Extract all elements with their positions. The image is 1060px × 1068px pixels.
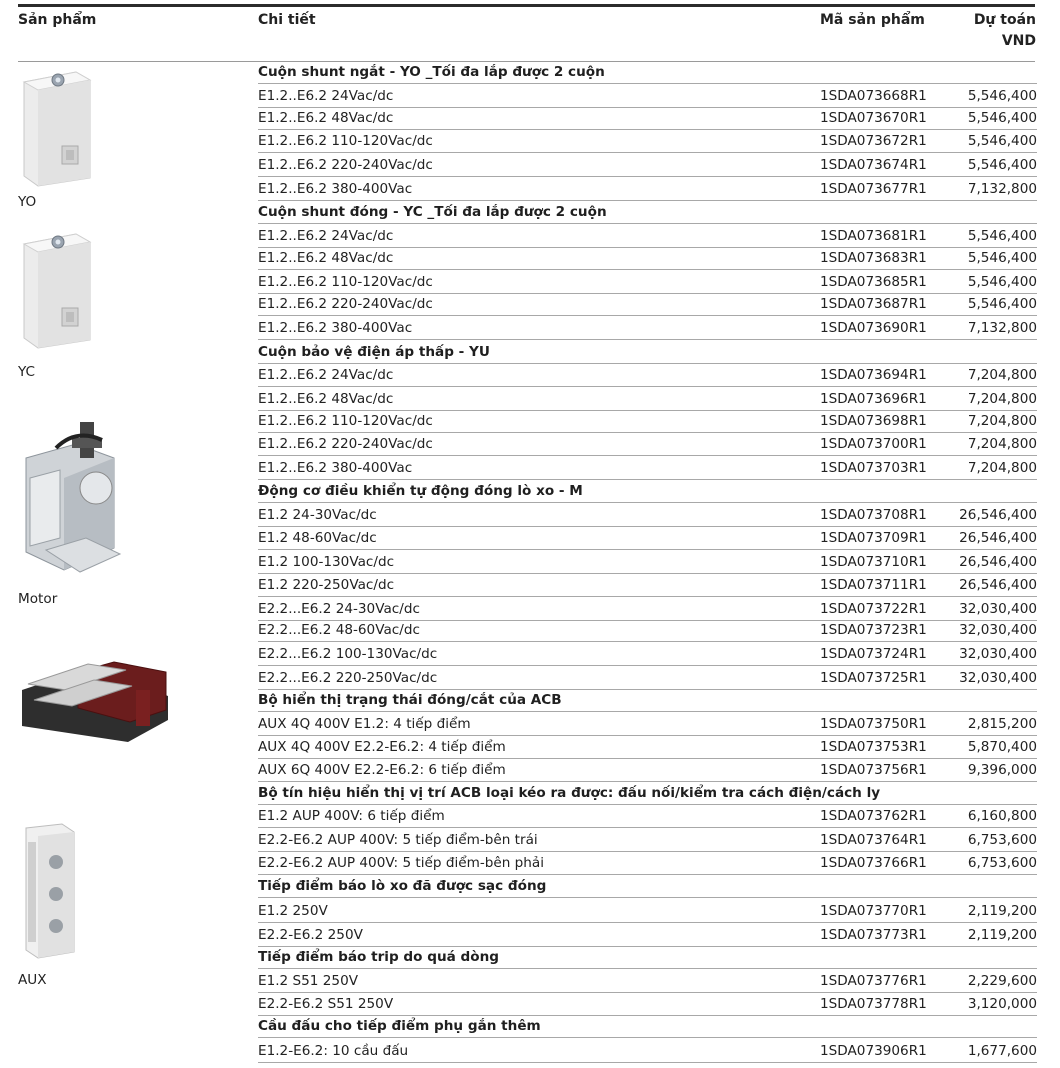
- row-divider: [258, 922, 1037, 923]
- row-divider: [258, 107, 1037, 108]
- price-cell: 5,870,400: [967, 739, 1037, 755]
- spring-motor-image: [16, 418, 140, 580]
- detail-cell: E1.2..E6.2 110-120Vac/dc: [258, 413, 433, 429]
- code-cell: 1SDA073724R1: [820, 646, 927, 662]
- shunt-coil-image: [18, 228, 96, 350]
- row-divider: [258, 455, 1037, 456]
- row-divider: [258, 968, 1037, 969]
- auxiliary-contact-image: [18, 822, 82, 960]
- row-divider: [258, 176, 1037, 177]
- code-cell: 1SDA073773R1: [820, 927, 927, 943]
- group-title: Cuộn shunt ngắt - YO _Tối đa lắp được 2 cuộn: [258, 64, 605, 80]
- detail-cell: E1.2..E6.2 220-240Vac/dc: [258, 296, 433, 312]
- row-divider: [258, 851, 1037, 852]
- row-divider: [258, 620, 1037, 621]
- code-cell: 1SDA073766R1: [820, 855, 927, 871]
- row-divider: [258, 386, 1037, 387]
- code-cell: 1SDA073685R1: [820, 274, 927, 290]
- header-code: Mã sản phẩm: [820, 12, 925, 28]
- group-title: Cuộn shunt đóng - YC _Tối đa lắp được 2 cuộn: [258, 204, 607, 220]
- price-cell: 32,030,400: [959, 622, 1037, 638]
- code-cell: 1SDA073674R1: [820, 157, 927, 173]
- row-divider: [258, 992, 1037, 993]
- row-divider: [258, 315, 1037, 316]
- row-divider: [258, 804, 1037, 805]
- group-title: Tiếp điểm báo lò xo đã được sạc đóng: [258, 878, 547, 894]
- row-divider: [258, 432, 1037, 433]
- code-cell: 1SDA073698R1: [820, 413, 927, 429]
- code-cell: 1SDA073710R1: [820, 554, 927, 570]
- price-cell: 26,546,400: [959, 577, 1037, 593]
- detail-cell: E2.2...E6.2 48-60Vac/dc: [258, 622, 420, 638]
- row-divider: [258, 247, 1037, 248]
- row-divider: [258, 689, 1037, 690]
- price-cell: 2,119,200: [967, 927, 1037, 943]
- row-divider: [258, 711, 1037, 712]
- price-cell: 2,229,600: [967, 973, 1037, 989]
- code-cell: 1SDA073709R1: [820, 530, 927, 546]
- detail-cell: AUX 4Q 400V E1.2: 4 tiếp điểm: [258, 716, 471, 732]
- detail-cell: E2.2...E6.2 100-130Vac/dc: [258, 646, 438, 662]
- price-cell: 9,396,000: [967, 762, 1037, 778]
- detail-cell: E1.2..E6.2 220-240Vac/dc: [258, 436, 433, 452]
- code-cell: 1SDA073723R1: [820, 622, 927, 638]
- detail-cell: E1.2 48-60Vac/dc: [258, 530, 377, 546]
- row-divider: [258, 758, 1037, 759]
- price-cell: 5,546,400: [967, 250, 1037, 266]
- product-label-motor: Motor: [18, 591, 58, 607]
- detail-cell: E1.2..E6.2 48Vac/dc: [258, 250, 394, 266]
- detail-cell: E1.2 100-130Vac/dc: [258, 554, 395, 570]
- price-cell: 32,030,400: [959, 646, 1037, 662]
- price-cell: 5,546,400: [967, 110, 1037, 126]
- shunt-coil-image: [18, 66, 96, 188]
- price-cell: 26,546,400: [959, 530, 1037, 546]
- price-cell: 5,546,400: [967, 88, 1037, 104]
- row-divider: [258, 665, 1037, 666]
- row-divider: [258, 1062, 1037, 1063]
- detail-cell: E1.2..E6.2 110-120Vac/dc: [258, 133, 433, 149]
- code-cell: 1SDA073711R1: [820, 577, 927, 593]
- detail-cell: E2.2-E6.2 S51 250V: [258, 996, 394, 1012]
- price-cell: 2,815,200: [967, 716, 1037, 732]
- row-divider: [258, 200, 1037, 201]
- price-cell: 5,546,400: [967, 157, 1037, 173]
- price-cell: 6,753,600: [967, 855, 1037, 871]
- row-divider: [258, 549, 1037, 550]
- row-divider: [258, 596, 1037, 597]
- price-cell: 5,546,400: [967, 274, 1037, 290]
- row-divider: [258, 269, 1037, 270]
- price-cell: 6,753,600: [967, 832, 1037, 848]
- price-cell: 5,546,400: [967, 228, 1037, 244]
- row-divider: [258, 152, 1037, 153]
- row-divider: [258, 946, 1037, 947]
- code-cell: 1SDA073778R1: [820, 996, 927, 1012]
- product-label-yo: YO: [18, 194, 37, 210]
- detail-cell: E2.2...E6.2 24-30Vac/dc: [258, 601, 420, 617]
- price-cell: 32,030,400: [959, 601, 1037, 617]
- price-cell: 7,132,800: [967, 181, 1037, 197]
- row-divider: [258, 827, 1037, 828]
- detail-cell: E1.2..E6.2 380-400Vac: [258, 460, 413, 476]
- code-cell: 1SDA073770R1: [820, 903, 927, 919]
- row-divider: [258, 897, 1037, 898]
- product-label-yc: YC: [18, 364, 36, 380]
- price-cell: 1,677,600: [967, 1043, 1037, 1059]
- detail-cell: E1.2 24-30Vac/dc: [258, 507, 377, 523]
- price-cell: 7,204,800: [967, 436, 1037, 452]
- detail-cell: E1.2..E6.2 48Vac/dc: [258, 110, 394, 126]
- price-cell: 32,030,400: [959, 670, 1037, 686]
- detail-cell: E1.2..E6.2 24Vac/dc: [258, 367, 394, 383]
- code-cell: 1SDA073670R1: [820, 110, 927, 126]
- group-title: Bộ tín hiệu hiển thị vị trí ACB loại kéo ra được: đấu nối/kiểm tra cách điện/cách ly: [258, 785, 881, 801]
- detail-cell: E1.2..E6.2 24Vac/dc: [258, 88, 394, 104]
- detail-cell: E1.2..E6.2 24Vac/dc: [258, 228, 394, 244]
- detail-cell: E2.2-E6.2 AUP 400V: 5 tiếp điểm-bên phải: [258, 855, 545, 871]
- group-title: Cầu đấu cho tiếp điểm phụ gắn thêm: [258, 1018, 541, 1034]
- code-cell: 1SDA073756R1: [820, 762, 927, 778]
- code-cell: 1SDA073708R1: [820, 507, 927, 523]
- detail-cell: E2.2-E6.2 AUP 400V: 5 tiếp điểm-bên trái: [258, 832, 538, 848]
- detail-cell: AUX 4Q 400V E2.2-E6.2: 4 tiếp điểm: [258, 739, 506, 755]
- detail-cell: E1.2 220-250Vac/dc: [258, 577, 395, 593]
- price-cell: 7,204,800: [967, 367, 1037, 383]
- price-cell: 7,204,800: [967, 391, 1037, 407]
- detail-cell: E1.2..E6.2 220-240Vac/dc: [258, 157, 433, 173]
- code-cell: 1SDA073683R1: [820, 250, 927, 266]
- price-cell: 6,160,800: [967, 808, 1037, 824]
- price-cell: 3,120,000: [967, 996, 1037, 1012]
- row-divider: [258, 83, 1037, 84]
- code-cell: 1SDA073750R1: [820, 716, 927, 732]
- detail-cell: E1.2..E6.2 380-400Vac: [258, 320, 413, 336]
- price-cell: 2,119,200: [967, 903, 1037, 919]
- header-product: Sản phẩm: [18, 12, 97, 28]
- header-price-unit: VND: [1001, 33, 1036, 49]
- top-rule: [18, 4, 1035, 7]
- row-divider: [258, 641, 1037, 642]
- group-title: Tiếp điểm báo trip do quá dòng: [258, 949, 500, 965]
- code-cell: 1SDA073687R1: [820, 296, 927, 312]
- row-divider: [258, 479, 1037, 480]
- row-divider: [258, 874, 1037, 875]
- header-divider: [18, 61, 1035, 62]
- row-divider: [258, 363, 1037, 364]
- detail-cell: E1.2..E6.2 48Vac/dc: [258, 391, 394, 407]
- row-divider: [258, 339, 1037, 340]
- price-cell: 26,546,400: [959, 507, 1037, 523]
- code-cell: 1SDA073703R1: [820, 460, 927, 476]
- header-price: Dự toán: [973, 12, 1036, 28]
- group-title: Cuộn bảo vệ điện áp thấp - YU: [258, 344, 490, 360]
- detail-cell: AUX 6Q 400V E2.2-E6.2: 6 tiếp điểm: [258, 762, 506, 778]
- code-cell: 1SDA073764R1: [820, 832, 927, 848]
- detail-cell: E1.2 AUP 400V: 6 tiếp điểm: [258, 808, 445, 824]
- row-divider: [258, 293, 1037, 294]
- price-cell: 7,204,800: [967, 413, 1037, 429]
- detail-cell: E1.2..E6.2 110-120Vac/dc: [258, 274, 433, 290]
- row-divider: [258, 1015, 1037, 1016]
- detail-cell: E1.2 250V: [258, 903, 328, 919]
- code-cell: 1SDA073677R1: [820, 181, 927, 197]
- product-label-aux: AUX: [18, 972, 47, 988]
- group-title: Động cơ điều khiển tự động đóng lò xo - M: [258, 483, 583, 499]
- detail-cell: E1.2 S51 250V: [258, 973, 359, 989]
- auxiliary-contact-image: [18, 650, 176, 746]
- header-detail: Chi tiết: [258, 12, 316, 28]
- row-divider: [258, 223, 1037, 224]
- row-divider: [258, 573, 1037, 574]
- code-cell: 1SDA073668R1: [820, 88, 927, 104]
- code-cell: 1SDA073690R1: [820, 320, 927, 336]
- row-divider: [258, 129, 1037, 130]
- code-cell: 1SDA073776R1: [820, 973, 927, 989]
- row-divider: [258, 1037, 1037, 1038]
- code-cell: 1SDA073681R1: [820, 228, 927, 244]
- code-cell: 1SDA073700R1: [820, 436, 927, 452]
- row-divider: [258, 781, 1037, 782]
- price-cell: 26,546,400: [959, 554, 1037, 570]
- price-cell: 5,546,400: [967, 133, 1037, 149]
- code-cell: 1SDA073694R1: [820, 367, 927, 383]
- code-cell: 1SDA073725R1: [820, 670, 927, 686]
- code-cell: 1SDA073672R1: [820, 133, 927, 149]
- detail-cell: E1.2..E6.2 380-400Vac: [258, 181, 413, 197]
- code-cell: 1SDA073762R1: [820, 808, 927, 824]
- detail-cell: E2.2-E6.2 250V: [258, 927, 363, 943]
- code-cell: 1SDA073696R1: [820, 391, 927, 407]
- code-cell: 1SDA073753R1: [820, 739, 927, 755]
- group-title: Bộ hiển thị trạng thái đóng/cắt của ACB: [258, 692, 562, 708]
- detail-cell: E2.2...E6.2 220-250Vac/dc: [258, 670, 438, 686]
- code-cell: 1SDA073722R1: [820, 601, 927, 617]
- code-cell: 1SDA073906R1: [820, 1043, 927, 1059]
- row-divider: [258, 410, 1037, 411]
- row-divider: [258, 526, 1037, 527]
- row-divider: [258, 735, 1037, 736]
- price-cell: 7,204,800: [967, 460, 1037, 476]
- price-cell: 5,546,400: [967, 296, 1037, 312]
- row-divider: [258, 502, 1037, 503]
- price-cell: 7,132,800: [967, 320, 1037, 336]
- detail-cell: E1.2-E6.2: 10 cầu đấu: [258, 1043, 409, 1059]
